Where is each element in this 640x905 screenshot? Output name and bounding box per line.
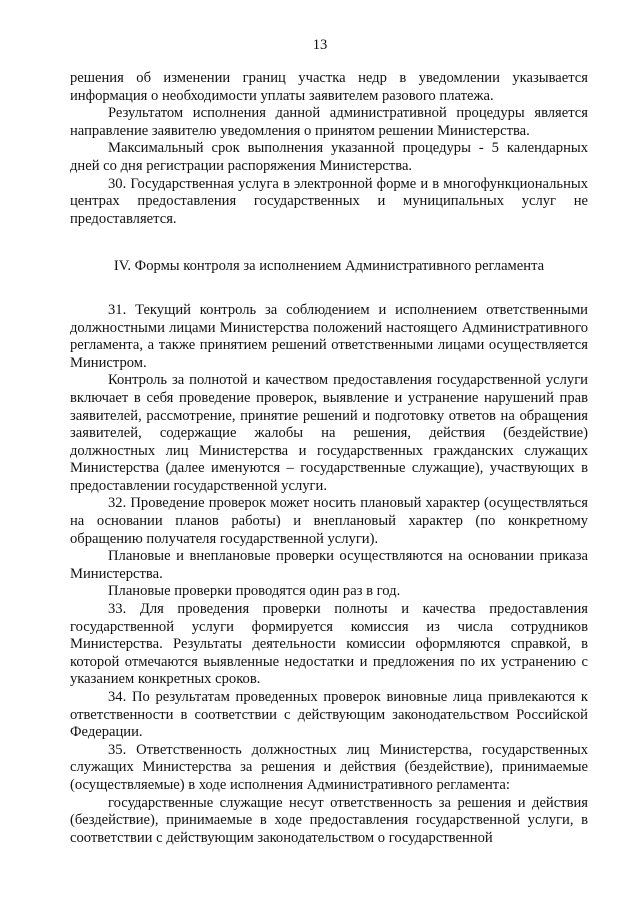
page-number: 13 [312,37,328,53]
paragraph-control: Контроль за полнотой и качеством предоставления государственной услуги включает в себя проведение проверок, выявление и устранение нарушений прав заявителей, рассмотрение, принятие решений и подготовку ответов на обращения заявителей, содержащие жалобы на решения, действия (бездействие) должностных лиц Министерства и государственных гражданских служащих Министерства (далее именуются – государственные служащие), участвующих в предоставлении государственной услуги. [70,372,588,494]
paragraph-planned-inspections: Плановые проверки проводятся один раз в год. [108,583,401,600]
paragraph-34: 34. По результатам проведенных проверок виновные лица привлекаются к ответственности в соответствии с действующим законодательством Российской Федерации. [70,689,588,741]
paragraph-30: 30. Государственная услуга в электронной форме и в многофункциональных центрах предоставления государственных и муниципальных услуг не предоставляется. [70,175,588,227]
paragraph-continuation: решения об изменении границ участка недр в уведомлении указывается информация о необходимости уплаты заявителем разового платежа. [70,70,588,104]
paragraph-32: 32. Проведение проверок может носить плановый характер (осуществляться на основании планов работы) и внеплановый характер (по конкретному обращению получателя государственной услуги). [70,495,588,547]
paragraph-inspections-basis: Плановые и внеплановые проверки осуществляются на основании приказа Министерства. [70,548,588,582]
document-body [70,70,588,847]
paragraph-max-term: Максимальный срок выполнения указанной процедуры - 5 календарных дней со дня регистрации распоряжения Министерства. [70,140,588,174]
paragraph-responsibility: государственные служащие несут ответственность за решения и действия (бездействие), принимаемые в ходе предоставления государственной услуги, в соответствии с действующим законодательством о государственной [70,794,588,846]
paragraph-33: 33. Для проведения проверки полноты и качества предоставления государственной услуги формируется комиссия из числа сотрудников Министерства. Результаты деятельности комиссии оформляются справкой, в которой отмечаются выявленные недостатки и предложения по их устранению с указанием конкретных сроков. [70,601,588,688]
section-heading: IV. Формы контроля за исполнением Административного регламента [113,258,545,275]
paragraph-31: 31. Текущий контроль за соблюдением и исполнением ответственными должностными лицами Министерства положений настоящего Административного регламента, а также принятием решений ответственными лицами осуществляется Министром. [70,301,588,371]
paragraph-procedure-result: Результатом исполнения данной административной процедуры является направление заявителю уведомления о принятом решении Министерства. [70,105,588,139]
paragraph-35: 35. Ответственность должностных лиц Министерства, государственных служащих Министерства за решения и действия (бездействие), принимаемые (осуществляемые) в ходе исполнения Административного регламента: [70,741,588,793]
